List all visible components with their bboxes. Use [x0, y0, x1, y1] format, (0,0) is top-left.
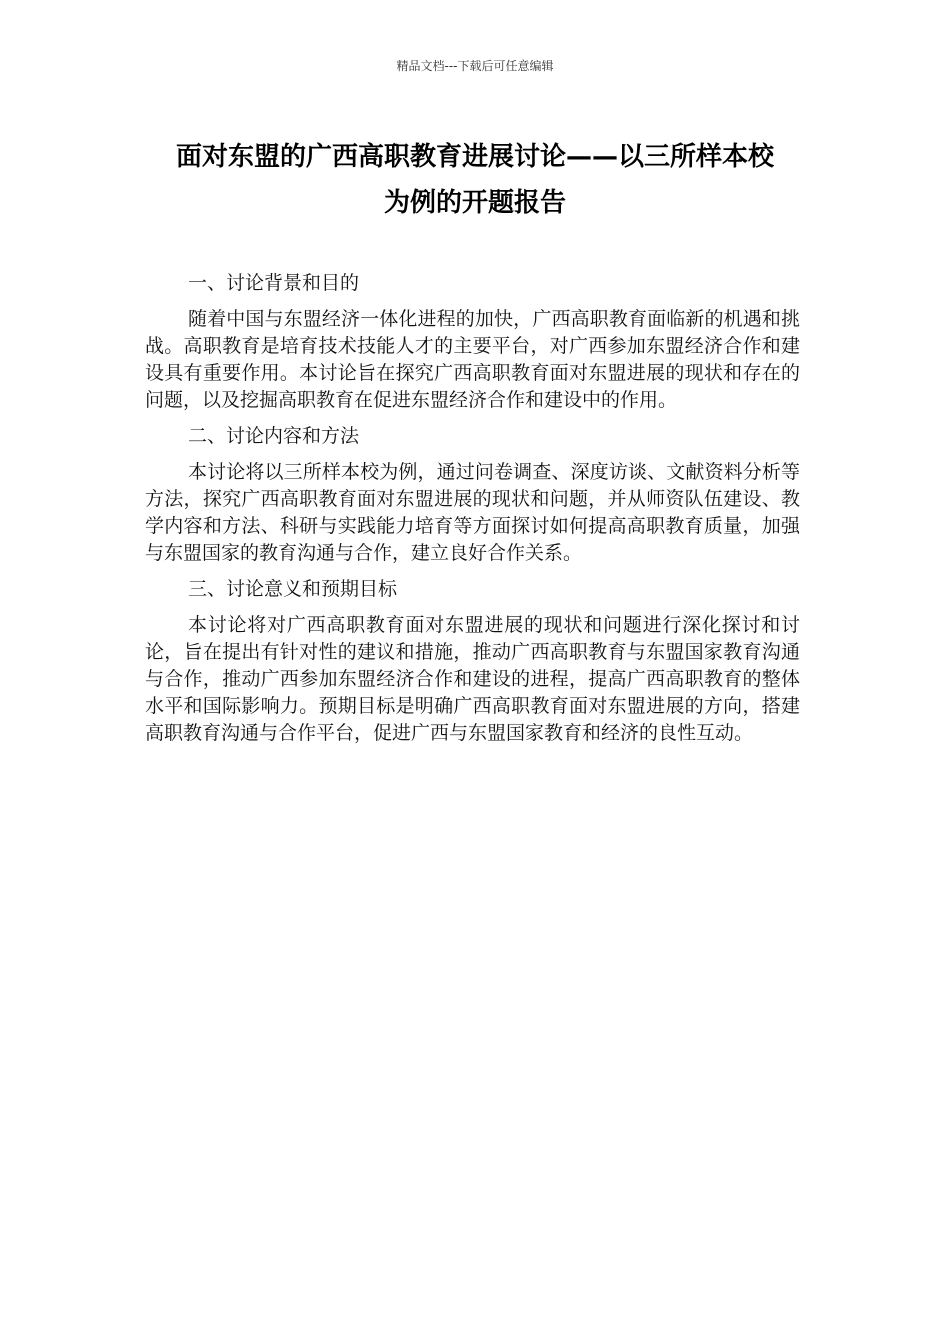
section-body-content-method: 本讨论将以三所样本校为例，通过问卷调查、深度访谈、文献资料分析等方法，探究广西高职教育面对东盟进展的现状和问题，并从师资队伍建设、教学内容和方法、科研与实践能力培育等方面探讨如何提高高职教育质量，加强与东盟国家的教育沟通与合作，建立良好合作关系。 — [145, 461, 800, 564]
section-heading-background: 一、讨论背景和目的 — [188, 272, 360, 294]
title-line-2: 为例的开题报告 — [383, 188, 566, 218]
section-body-significance: 本讨论将对广西高职教育面对东盟进展的现状和问题进行深化探讨和讨论，旨在提出有针对性的建议和措施，推动广西高职教育与东盟国家教育沟通与合作，推动广西参加东盟经济合作和建设的进程，提高广西高职教育的整体水平和国际影响力。预期目标是明确广西高职教育面对东盟进展的方向，搭建高职教育沟通与合作平台，促进广西与东盟国家教育和经济的良性互动。 — [145, 614, 800, 744]
document-title — [130, 134, 820, 226]
section-heading-content-method: 二、讨论内容和方法 — [188, 425, 360, 447]
title-line-1: 面对东盟的广西高职教育进展讨论——以三所样本校 — [175, 142, 774, 172]
section-heading-significance: 三、讨论意义和预期目标 — [188, 578, 398, 600]
section-body-background: 随着中国与东盟经济一体化进程的加快，广西高职教育面临新的机遇和挑战。高职教育是培育技术技能人才的主要平台，对广西参加东盟经济合作和建设具有重要作用。本讨论旨在探究广西高职教育面对东盟进展的现状和存在的问题，以及挖掘高职教育在促进东盟经济合作和建设中的作用。 — [145, 308, 800, 411]
page-header-note: 精品文档---下载后可任意编辑 — [396, 59, 554, 73]
document-body — [145, 270, 800, 756]
